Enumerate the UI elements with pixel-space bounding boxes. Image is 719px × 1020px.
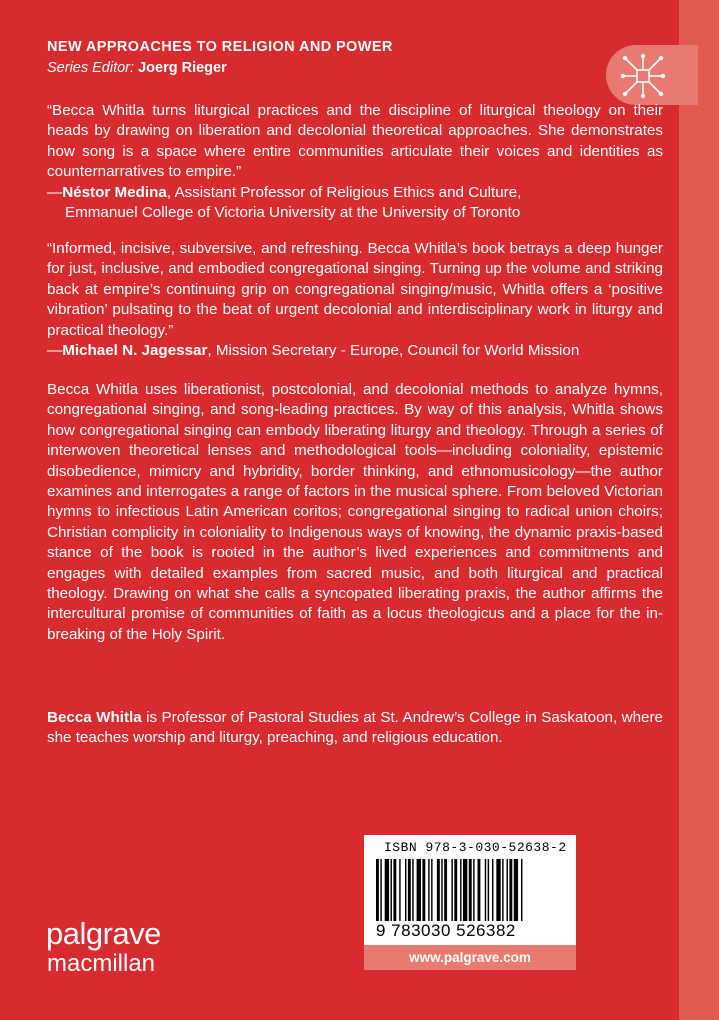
publisher-logo-macmillan: macmillan <box>47 950 156 977</box>
attribution-role: , Mission Secretary - Europe, Council for World Mission <box>207 342 580 360</box>
barcode-bar <box>502 859 503 921</box>
barcode-bar <box>460 859 461 921</box>
barcode-bar <box>485 859 486 921</box>
description-text: Becca Whitla uses liberationist, postcolonial, and decolonial methods to analyze hymns, congregational singing, and song-leading practices. By way of this analysis, Whitla shows how congregational singing can embody liberating liturgy and theology. Through a series of interwoven theoretical lenses and methodological tools—including coloniality, epistemic disobedience, mimicry and hybridity, border thinking, and ethnomusicology—the author examines and interrogates a range of factors in the musical sphere. From beloved Victorian hymns to infectious Latin American coritos; congregational singing to radical union choirs; Christian complicity in coloniality to Indigenous ways of knowing, the dynamic praxis-based stance of the book is rooted in the author’s lived experiences and commitments and engages with detailed examples from sacred music, and both liturgical and practical theology. Drawing on what she calls a syncopated liberating praxis, the author affirms the intercultural promise of communities of faith as a locus theologicus and a place for the in-breaking of the Holy Spirit. <box>47 381 663 643</box>
barcode-bar <box>507 859 508 921</box>
barcode-bars <box>376 859 564 921</box>
barcode-bar <box>380 859 381 921</box>
author-name: Becca Whitla <box>47 709 142 726</box>
quote-text: “Informed, incisive, subversive, and refreshing. Becca Whitla’s book betrays a deep hunger for just, inclusive, and embodied congregational singing. Turning up the volume and striking back at empire’s continuing grip on congregational singing/music, Whitla offers a ‘positive vibration’ pulsating to the beat of urgent decolonial and interdisciplinary work in liturgy and practical theology.” <box>47 240 663 339</box>
barcode-bar <box>431 859 432 921</box>
palgrave-network-icon <box>620 53 666 99</box>
quote-attribution <box>47 341 663 361</box>
barcode-bar <box>428 859 429 921</box>
isbn-digits: 9 783030 526382 <box>376 921 516 940</box>
barcode-bar <box>473 859 474 921</box>
attribution-dash: — <box>47 183 63 201</box>
barcode-bar <box>405 859 406 921</box>
barcode-bar <box>469 859 472 921</box>
attribution-dash: — <box>47 342 63 360</box>
series-title: NEW APPROACHES TO RELIGION AND POWER <box>47 39 393 55</box>
barcode-bar <box>463 859 467 921</box>
quote-text: “Becca Whitla turns liturgical practices and the discipline of liturgical theology on their heads by drawing on liberation and decolonial theoretical approaches. She demonstrates how song is a space where entire communities articulate their voices and identities as counternarratives to empire.” <box>47 102 663 181</box>
attribution-name: Néstor Medina <box>62 183 167 201</box>
barcode-bar <box>454 859 457 921</box>
barcode-bar <box>444 859 447 921</box>
isbn-label: ISBN 978-3-030-52638-2 <box>384 840 567 855</box>
spine-strip <box>679 0 719 1020</box>
barcode-bar <box>496 859 500 921</box>
barcode-bar <box>391 859 392 921</box>
barcode-bar <box>412 859 413 921</box>
bio-text: is Professor of Pastoral Studies at St. Andrew’s College in Saskatoon, where she teaches worship and liturgy, preaching, and religious education. <box>47 709 663 747</box>
series-editor <box>47 60 227 76</box>
book-description <box>47 380 663 645</box>
barcode-bar <box>451 859 452 921</box>
bio-paragraph <box>47 708 663 749</box>
barcode-bar <box>437 859 440 921</box>
quote-attribution <box>47 183 663 224</box>
barcode-bar <box>399 859 400 921</box>
endorsement-quote-1 <box>47 101 663 223</box>
series-editor-label: Series Editor: <box>47 60 135 76</box>
barcode-bar <box>385 859 389 921</box>
attribution-name: Michael N. Jagessar <box>62 342 208 360</box>
barcode-bar <box>509 859 512 921</box>
barcode-bar <box>422 859 425 921</box>
barcode-bar <box>408 859 411 921</box>
series-editor-name: Joerg Rieger <box>138 60 227 76</box>
barcode-bar <box>492 859 493 921</box>
barcode-bar <box>441 859 442 921</box>
barcode-bar <box>393 859 396 921</box>
endorsement-quote-2 <box>47 239 663 361</box>
barcode-bar <box>376 859 379 921</box>
barcode-bar <box>488 859 489 921</box>
barcode-bar <box>521 859 522 921</box>
attribution-role: , Assistant Professor of Religious Ethics and Culture, <box>166 183 522 201</box>
barcode-bar <box>417 859 421 921</box>
attribution-role-continued: Emmanuel College of Victoria University at the University of Toronto <box>65 204 521 222</box>
publisher-url[interactable]: www.palgrave.com <box>364 945 576 970</box>
isbn-barcode <box>364 835 576 945</box>
barcode-bar <box>514 859 518 921</box>
publisher-mark <box>606 45 698 105</box>
author-bio <box>47 708 663 749</box>
barcode-bar <box>478 859 481 921</box>
publisher-logo-palgrave: palgrave <box>46 916 161 951</box>
